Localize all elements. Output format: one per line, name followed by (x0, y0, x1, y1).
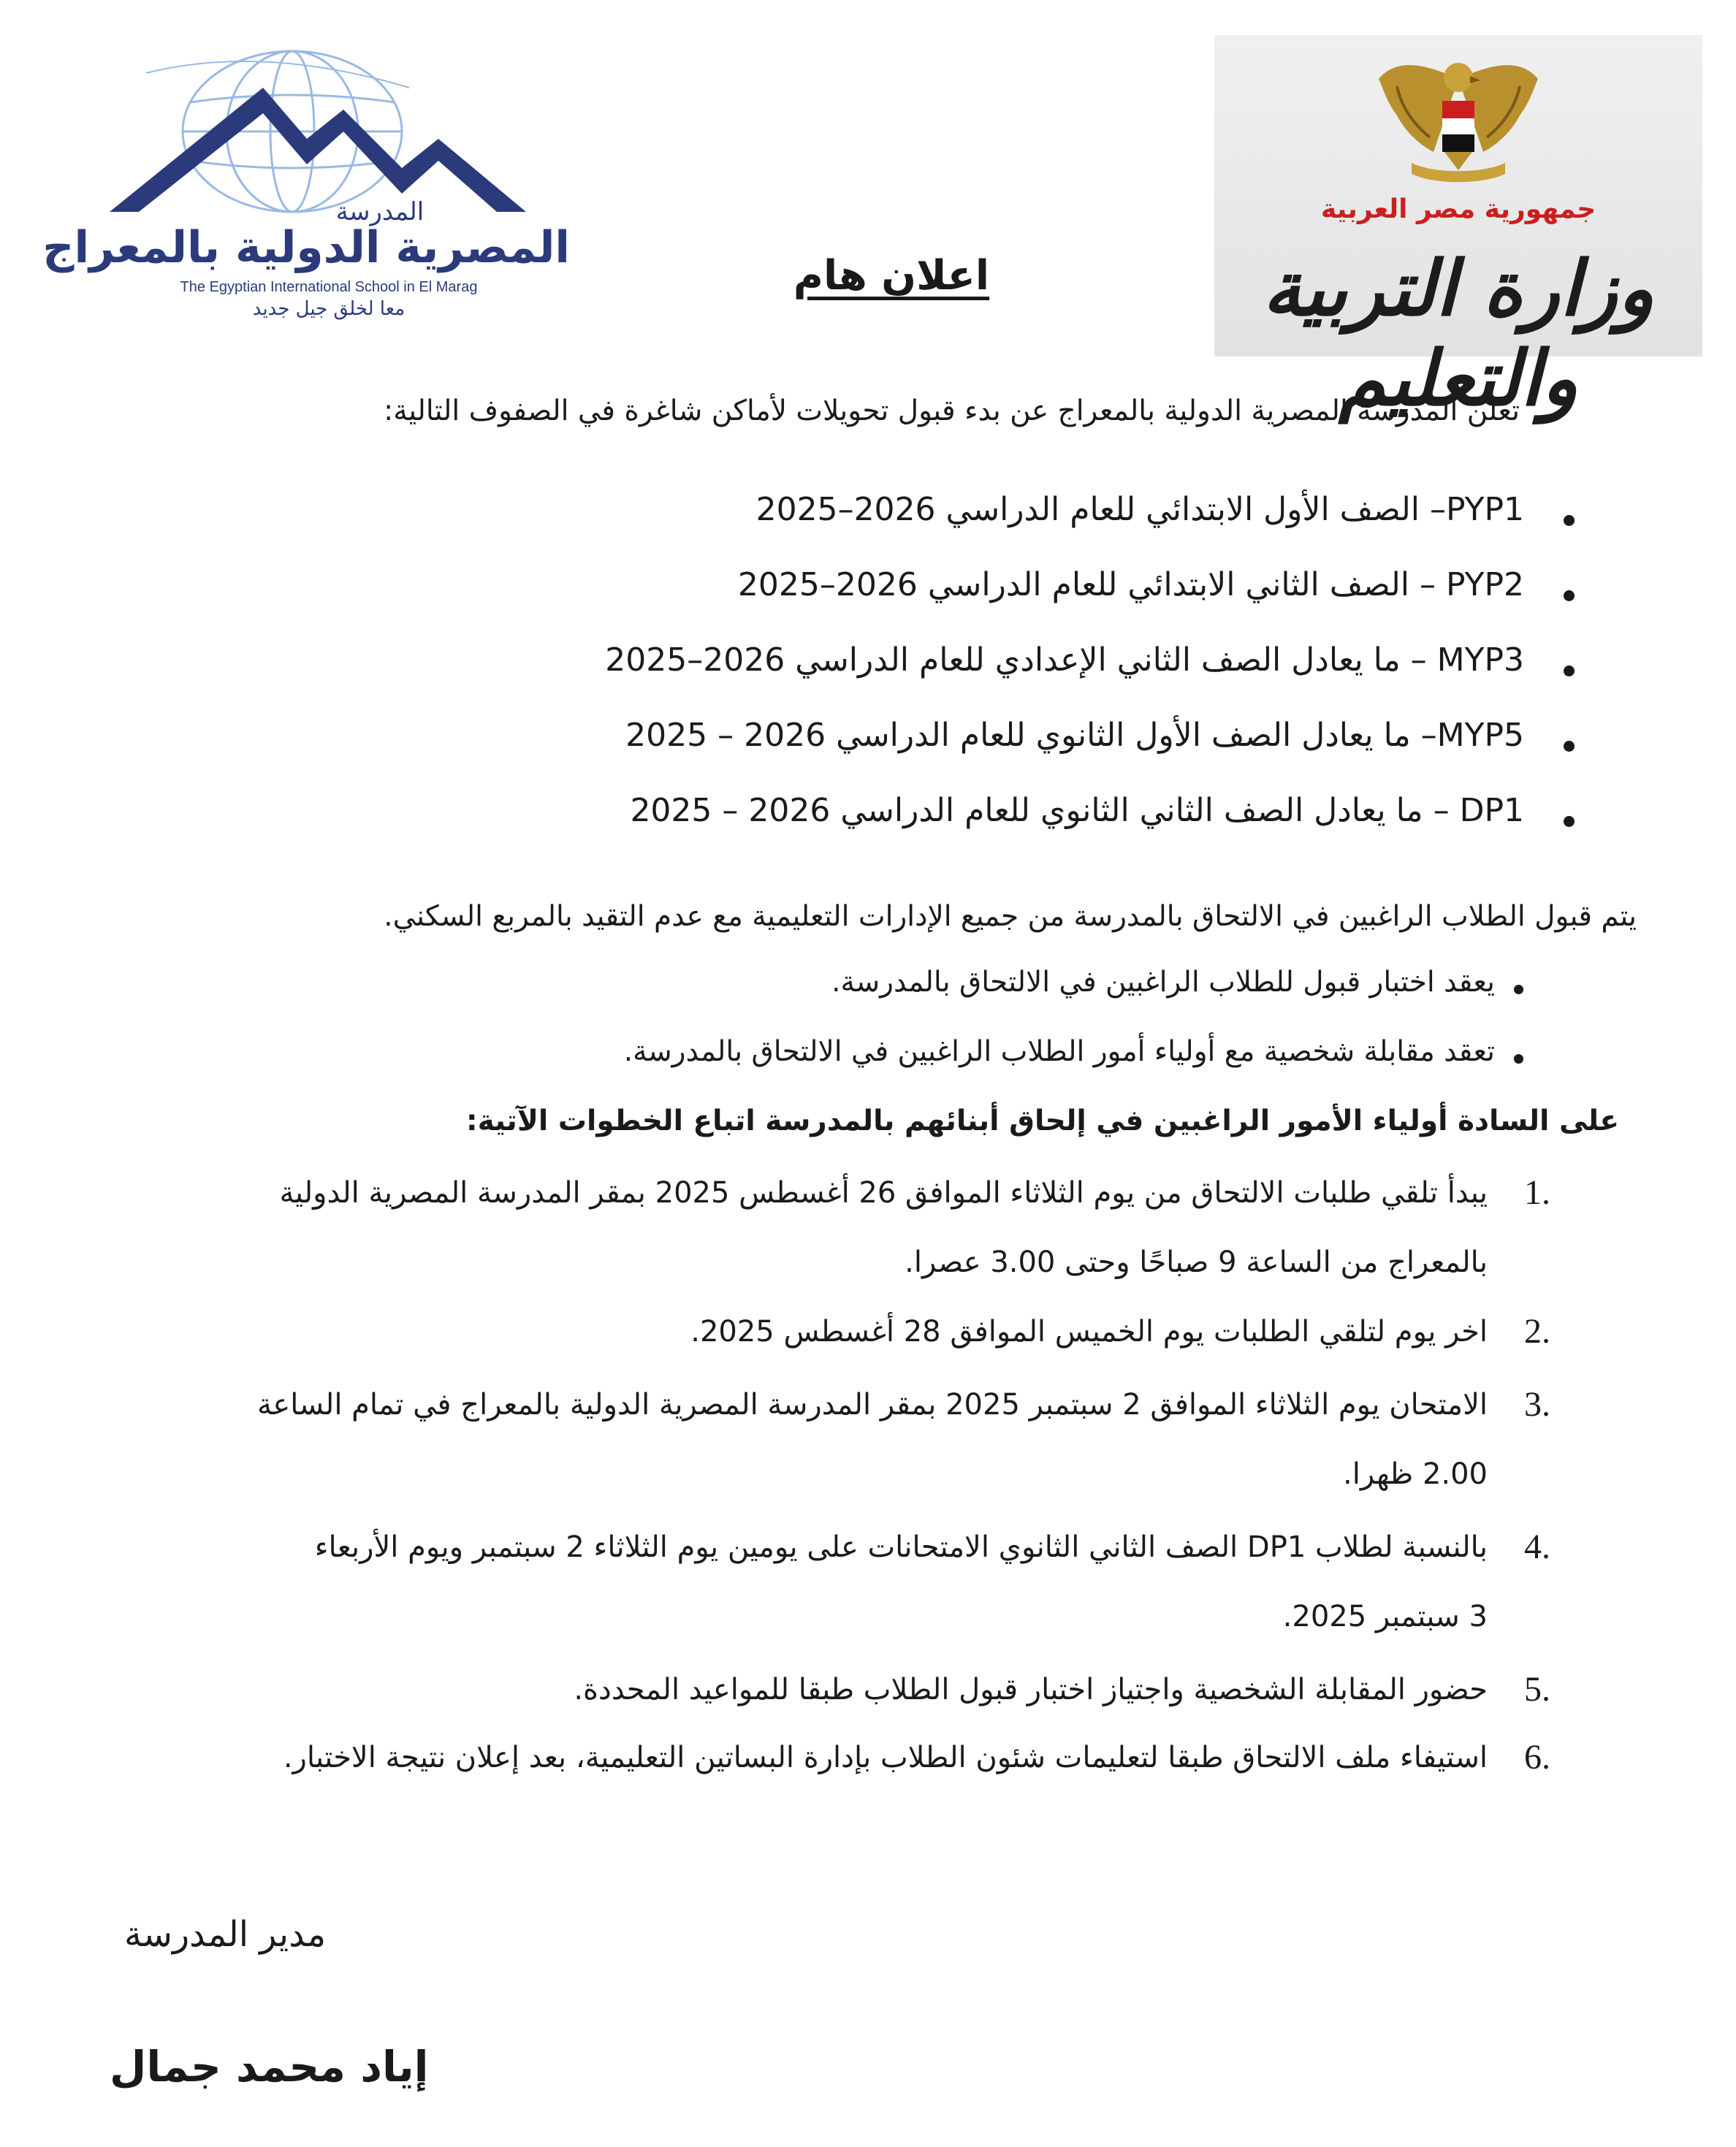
step-item-line: بالمعراج من الساعة 9 صباحًا وحتى 3.00 عصرا. (905, 1246, 1488, 1279)
bullet-icon (1564, 816, 1575, 827)
mountain-globe-icon (88, 44, 570, 219)
signature-name: إياد محمد جمال (110, 2042, 429, 2091)
eagle-emblem-icon (1214, 35, 1702, 196)
bullet-icon (1564, 666, 1575, 676)
step-item-line: بالنسبة لطلاب DP1 الصف الثاني الثانوي الامتحانات على يومين يوم الثلاثاء 2 سبتمبر ويوم الأربعاء (314, 1530, 1488, 1564)
bullet-icon (1564, 741, 1575, 752)
step-item-line: يبدأ تلقي طلبات الالتحاق من يوم الثلاثاء الموافق 26 أغسطس 2025 بمقر المدرسة المصرية الدولية (279, 1176, 1488, 1210)
condition-item: تعقد مقابلة شخصية مع أولياء أمور الطلاب الراغبين في الالتحاق بالمدرسة. (623, 1035, 1495, 1068)
step-item-line: حضور المقابلة الشخصية واجتياز اختبار قبول الطلاب طبقا للمواعيد المحددة. (574, 1673, 1488, 1706)
page-title: اعلان هام (793, 252, 990, 300)
school-label-big: المصرية الدولية بالمعراج (42, 222, 570, 273)
bullet-icon (1564, 515, 1575, 526)
grade-item-pyp2: PYP2 – الصف الثاني الابتدائي للعام الدراسي 2026–2025 (737, 566, 1524, 603)
condition-item: يعقد اختبار قبول للطلاب الراغبين في الالتحاق بالمدرسة. (831, 966, 1495, 999)
school-logo (42, 44, 570, 321)
grade-item-myp5: MYP5– ما يعادل الصف الأول الثانوي للعام الدراسي 2026 – 2025 (625, 717, 1524, 754)
intro-paragraph: تعلن المدرسة المصرية الدولية بالمعراج عن بدء قبول تحويلات لأماكن شاغرة في الصفوف التالية: (384, 394, 1520, 427)
step-item-line: 2.00 ظهرا. (1343, 1457, 1488, 1491)
step-number: 5. (1524, 1670, 1550, 1709)
step-item-line: 3 سبتمبر 2025. (1282, 1600, 1488, 1633)
grade-item-pyp1: PYP1– الصف الأول الابتدائي للعام الدراسي 2026–2025 (755, 491, 1524, 528)
step-number: 1. (1524, 1173, 1550, 1212)
step-number: 3. (1524, 1385, 1550, 1424)
steps-heading: على السادة أولياء الأمور الراغبين في إلحاق أبنائهم بالمدرسة اتباع الخطوات الآتية: (466, 1105, 1619, 1137)
bullet-icon (1514, 1054, 1523, 1064)
school-label-small: المدرسة (335, 197, 425, 226)
step-number: 4. (1524, 1528, 1550, 1566)
ministry-name: وزارة التربية والتعليم (1263, 243, 1654, 423)
school-slogan: معا لخلق جيل جديد (252, 298, 406, 320)
bullet-icon (1564, 590, 1575, 601)
grade-item-dp1: DP1 – ما يعادل الصف الثاني الثانوي للعام الدراسي 2026 – 2025 (630, 792, 1524, 829)
step-item-line: استيفاء ملف الالتحاق طبقا لتعليمات شئون الطلاب بإدارة البساتين التعليمية، بعد إعلان نتيجة الاختبار. (283, 1741, 1488, 1774)
step-number: 2. (1524, 1312, 1550, 1351)
ministry-logo (1214, 35, 1702, 423)
bullet-icon (1514, 985, 1523, 994)
school-label-english: The Egyptian International School in El Marag (180, 279, 478, 295)
grade-item-myp3: MYP3 – ما يعادل الصف الثاني الإعدادي للعام الدراسي 2026–2025 (605, 641, 1524, 679)
step-item-line: الامتحان يوم الثلاثاء الموافق 2 سبتمبر 2025 بمقر المدرسة المصرية الدولية بالمعراج في تمام الساعة (256, 1388, 1488, 1422)
country-name: جمهورية مصر العربية (1320, 194, 1596, 224)
step-item-line: اخر يوم لتلقي الطلبات يوم الخميس الموافق 28 أغسطس 2025. (690, 1315, 1488, 1349)
signature-title: مدير المدرسة (124, 1914, 327, 1955)
acceptance-paragraph: يتم قبول الطلاب الراغبين في الالتحاق بالمدرسة من جميع الإدارات التعليمية مع عدم التقيد بالمربع السكني. (384, 900, 1637, 933)
step-number: 6. (1524, 1738, 1550, 1777)
